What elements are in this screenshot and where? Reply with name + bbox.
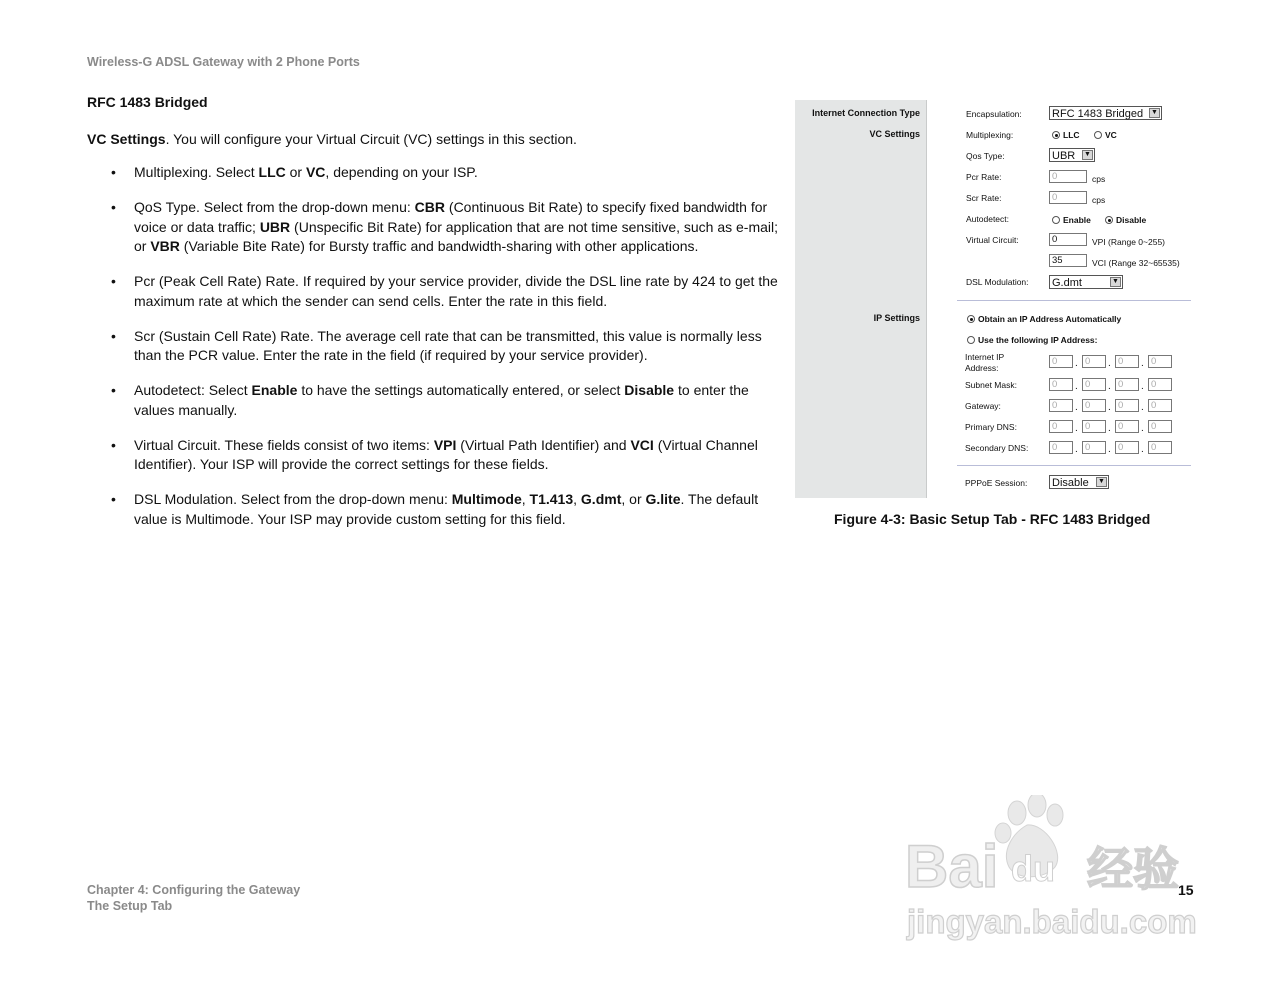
footer — [87, 882, 300, 914]
pppoe-select[interactable] — [1049, 475, 1109, 489]
intro-text: . You will configure your Virtual Circuit (VC) settings in this section. — [165, 131, 577, 147]
bullet-scr — [87, 327, 787, 366]
ip-octet-input[interactable]: 0 — [1148, 378, 1172, 391]
ip-octet-input[interactable]: 0 — [1148, 441, 1172, 454]
bold-term: Multimode — [451, 491, 522, 507]
ip-octet-input[interactable]: 0 — [1049, 355, 1073, 368]
secondary-dns-label: Secondary DNS: — [965, 443, 1029, 453]
vpi-input[interactable]: 0 — [1049, 233, 1087, 246]
autodetect-label: Autodetect: — [966, 214, 1010, 224]
ip-octet-input[interactable]: 0 — [1049, 420, 1073, 433]
scr-unit: cps — [1092, 195, 1106, 205]
vci-hint: VCI (Range 32~65535) — [1092, 258, 1180, 268]
octet-separator: . — [1108, 402, 1111, 413]
footer-chapter: Chapter 4: Configuring the Gateway — [87, 883, 301, 897]
text: , — [521, 491, 530, 507]
ip-octet-input[interactable]: 0 — [1049, 378, 1073, 391]
chevron-down-icon: ▼ — [1082, 150, 1093, 160]
svg-text:Bai: Bai — [905, 833, 999, 900]
bold-term: G.dmt — [580, 491, 622, 507]
bullet-icon: • — [111, 436, 116, 453]
bold-term: VBR — [150, 238, 180, 254]
octet-separator: . — [1141, 381, 1144, 392]
bullet-autodetect — [87, 381, 787, 420]
text: (Virtual Channel Identifier). Your ISP will provide the correct settings for these fields. — [134, 436, 758, 472]
virtual-circuit-label: Virtual Circuit: — [966, 235, 1019, 245]
radio-icon[interactable] — [1052, 216, 1060, 224]
octet-separator: . — [1141, 402, 1144, 413]
bullet-dsl-modulation — [87, 490, 787, 529]
text: Scr (Sustain Cell Rate) Rate. The average cell rate that can be transmitted, this value is normally less than the PCR value. Enter the rate in the field (if required by your service provider). — [134, 327, 762, 363]
ip-octet-input[interactable]: 0 — [1082, 378, 1106, 391]
bold-term: Enable — [251, 382, 298, 398]
radio-label: Use the following IP Address: — [978, 335, 1098, 345]
label-line: Internet IP — [965, 352, 1005, 362]
pcr-input[interactable]: 0 — [1049, 170, 1087, 183]
figure-sidebar — [795, 100, 927, 498]
ip-octet-input[interactable]: 0 — [1115, 355, 1139, 368]
octet-separator: . — [1108, 423, 1111, 434]
svg-text:du: du — [1011, 848, 1055, 889]
chevron-down-icon: ▼ — [1096, 477, 1107, 487]
gateway-label: Gateway: — [965, 401, 1001, 411]
octet-separator: . — [1108, 381, 1111, 392]
text: (Unspecific Bit Rate) for application that are not time sensitive, such as e-mail; or — [134, 218, 779, 254]
intro-paragraph — [87, 129, 787, 149]
text: , depending on your ISP. — [325, 164, 478, 180]
label-vc-settings: VC Settings — [869, 129, 920, 139]
octet-separator: . — [1108, 444, 1111, 455]
radio-icon[interactable] — [1094, 131, 1102, 139]
text: QoS Type. Select from the drop-down menu: — [134, 199, 415, 215]
radio-label: Enable — [1063, 215, 1091, 225]
autodetect-disable-option[interactable] — [1105, 215, 1146, 225]
internet-ip-label — [965, 352, 1004, 374]
use-following-ip-option[interactable] — [967, 335, 1098, 345]
ip-octet-input[interactable]: 0 — [1082, 441, 1106, 454]
figure-caption: Figure 4-3: Basic Setup Tab - RFC 1483 Bridged — [834, 511, 1151, 527]
octet-separator: . — [1075, 423, 1078, 434]
setup-screenshot-figure — [795, 100, 1195, 498]
pppoe-label: PPPoE Session: — [965, 478, 1028, 488]
text: Virtual Circuit. These fields consist of two items: — [134, 436, 434, 453]
dsl-modulation-select[interactable] — [1049, 275, 1123, 289]
label-ip-settings: IP Settings — [873, 313, 920, 323]
bold-term: CBR — [414, 199, 446, 215]
ip-octet-input[interactable]: 0 — [1148, 420, 1172, 433]
octet-separator: . — [1141, 358, 1144, 369]
text: . The default value is Multimode. Your ISP may provide custom setting for this field. — [134, 491, 759, 527]
dsl-modulation-value: G.dmt — [1052, 277, 1082, 289]
text: or — [285, 164, 306, 180]
bold-term: T1.413 — [529, 491, 574, 507]
vci-input[interactable]: 35 — [1049, 254, 1087, 267]
svg-text:经验: 经验 — [1087, 842, 1179, 896]
label-internet-connection-type: Internet Connection Type — [812, 108, 920, 118]
primary-dns-label: Primary DNS: — [965, 422, 1017, 432]
vpi-hint: VPI (Range 0~255) — [1092, 237, 1166, 247]
intro-bold: VC Settings — [87, 131, 166, 147]
bullet-icon: • — [111, 382, 116, 398]
bullet-list — [87, 163, 787, 545]
qos-select[interactable] — [1049, 148, 1095, 162]
running-header: Wireless-G ADSL Gateway with 2 Phone Ports — [87, 55, 360, 69]
octet-separator: . — [1075, 444, 1078, 455]
footer-section: The Setup Tab — [87, 899, 173, 913]
radio-label: LLC — [1063, 130, 1080, 140]
octet-separator: . — [1141, 423, 1144, 434]
autodetect-enable-option[interactable] — [1052, 215, 1091, 225]
bold-term: VCI — [630, 436, 654, 453]
subnet-mask-label: Subnet Mask: — [965, 380, 1017, 390]
bullet-icon: • — [111, 273, 116, 289]
text: DSL Modulation. Select from the drop-down menu: — [134, 491, 452, 507]
pcr-unit: cps — [1092, 174, 1106, 184]
chevron-down-icon: ▼ — [1149, 108, 1160, 118]
encapsulation-label: Encapsulation: — [966, 109, 1022, 119]
radio-label: VC — [1105, 130, 1117, 140]
text: to enter the values manually. — [134, 382, 749, 418]
section-divider — [957, 300, 1191, 301]
encapsulation-select[interactable] — [1049, 106, 1162, 120]
ip-octet-input[interactable]: 0 — [1148, 355, 1172, 368]
bullet-qos — [87, 198, 787, 257]
radio-selected-icon[interactable] — [967, 315, 975, 323]
bullet-icon: • — [111, 327, 116, 344]
bullet-icon: • — [111, 164, 116, 180]
octet-separator: . — [1108, 358, 1111, 369]
section-title: RFC 1483 Bridged — [87, 94, 208, 110]
radio-selected-icon[interactable] — [1105, 216, 1113, 224]
text: Multiplexing. Select — [134, 164, 259, 180]
bullet-virtual-circuit — [87, 436, 787, 475]
dsl-modulation-label: DSL Modulation: — [966, 277, 1029, 287]
scr-label: Scr Rate: — [966, 193, 1002, 203]
scr-input[interactable]: 0 — [1049, 191, 1087, 204]
text: (Variable Bite Rate) for Bursty traffic and bandwidth-sharing with other applications. — [179, 238, 699, 254]
bold-term: G.lite — [645, 491, 681, 507]
octet-separator: . — [1075, 358, 1078, 369]
radio-selected-icon[interactable] — [1052, 131, 1060, 139]
octet-separator: . — [1141, 444, 1144, 455]
radio-label: Obtain an IP Address Automatically — [978, 314, 1122, 324]
text: Pcr (Peak Cell Rate) Rate. If required by your service provider, divide the DSL line rate by 424 to get the maximum rate at which the sender can send cells. Enter the rate in this field. — [134, 273, 778, 309]
ip-octet-input[interactable]: 0 — [1082, 355, 1106, 368]
octet-separator: . — [1075, 381, 1078, 392]
bold-term: LLC — [258, 164, 286, 180]
svg-text:jingyan.baidu.com: jingyan.baidu.com — [907, 903, 1197, 940]
multiplexing-vc-option[interactable] — [1094, 130, 1117, 140]
bold-term: VPI — [433, 436, 457, 453]
text: (Virtual Path Identifier) and — [456, 436, 631, 453]
figure-form — [927, 100, 1195, 498]
encapsulation-value: RFC 1483 Bridged — [1052, 108, 1144, 120]
ip-octet-input[interactable]: 0 — [1082, 420, 1106, 433]
bold-term: VC — [305, 164, 326, 180]
radio-label: Disable — [1116, 215, 1147, 225]
pppoe-value: Disable — [1052, 477, 1089, 489]
page-number: 15 — [1178, 882, 1194, 898]
ip-octet-input[interactable]: 0 — [1148, 399, 1172, 412]
ip-octet-input[interactable]: 0 — [1115, 378, 1139, 391]
baidu-watermark-logo — [905, 795, 1205, 945]
text: to have the settings automatically entered, or select — [297, 382, 625, 398]
bullet-icon: • — [111, 199, 116, 215]
ip-octet-input[interactable]: 0 — [1115, 420, 1139, 433]
text: Autodetect: Select — [134, 382, 252, 398]
ip-octet-input[interactable]: 0 — [1115, 399, 1139, 412]
section-divider — [957, 465, 1191, 466]
bold-term: Disable — [624, 382, 675, 398]
ip-octet-input[interactable]: 0 — [1082, 399, 1106, 412]
label-line: Address: — [965, 363, 999, 373]
bold-term: UBR — [259, 218, 291, 235]
bullet-icon: • — [111, 491, 116, 507]
multiplexing-label: Multiplexing: — [966, 130, 1014, 140]
pcr-label: Pcr Rate: — [966, 172, 1002, 182]
bullet-pcr — [87, 272, 787, 311]
text: , — [573, 491, 581, 507]
ip-octet-input[interactable]: 0 — [1049, 441, 1073, 454]
radio-icon[interactable] — [967, 336, 975, 344]
ip-octet-input[interactable]: 0 — [1115, 441, 1139, 454]
text: (Continuous Bit Rate) to specify fixed bandwidth for voice or data traffic; — [134, 199, 768, 235]
octet-separator: . — [1075, 402, 1078, 413]
obtain-ip-auto-option[interactable] — [967, 314, 1121, 324]
qos-label: Qos Type: — [966, 151, 1005, 161]
ip-octet-input[interactable]: 0 — [1049, 399, 1073, 412]
qos-value: UBR — [1052, 150, 1076, 162]
text: , or — [621, 491, 646, 507]
chevron-down-icon: ▼ — [1110, 277, 1121, 287]
multiplexing-llc-option[interactable] — [1052, 130, 1080, 140]
bullet-multiplexing — [87, 163, 787, 183]
